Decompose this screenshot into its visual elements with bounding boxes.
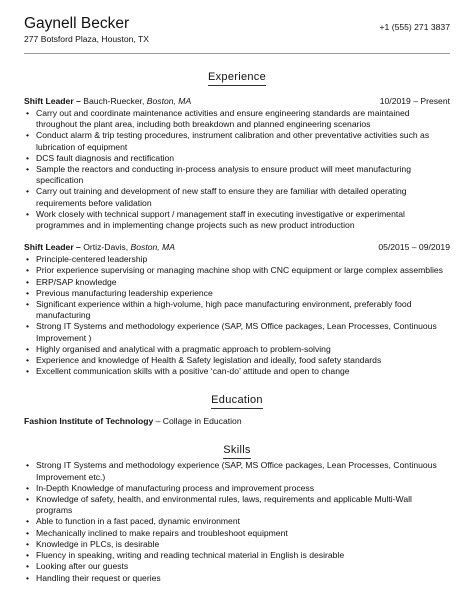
job-bullet: • ERP/SAP knowledge (36, 277, 450, 288)
skills-heading-text: Skills (223, 444, 250, 459)
job-bullet: • Work closely with technical support / management staff in executing investigative or experimental programmes and in implementing change projects such as new product introduction (36, 209, 450, 231)
skill-item: • Fluency in speaking, writing and reading technical material in English is desirable (36, 550, 450, 561)
job-bullets (24, 108, 450, 231)
job-title-line (24, 241, 175, 253)
experience-heading (24, 67, 450, 86)
job-bullet: • Carry out and coordinate maintenance activities and ensure engineering standards are maintained throughout the plant area, including both breakdown and planned engineering scenarios (36, 108, 450, 130)
education-detail: – Collage in Education (153, 416, 242, 427)
job-bullet: • Strong IT Systems and methodology experience (SAP, MS Office packages, Lean Processes, Continuous Improvement ) (36, 321, 450, 343)
job-bullet: • Conduct alarm & trip testing procedures, instrument calibration and other preventative activities such as lubrication of equipment (36, 130, 450, 152)
skill-item: • Knowledge of safety, health, and environmental rules, laws, requirements and applicable Multi-Wall programs (36, 494, 450, 516)
job-bullet: • Excellent communication skills with a positive ‘can-do’ attitude and open to change (36, 366, 450, 377)
job-bullet: • Highly organised and analytical with a pragmatic approach to problem-solving (36, 344, 450, 355)
job-entry (24, 95, 450, 231)
skill-item: • Knowledge in PLCs, is desirable (36, 539, 450, 550)
skill-item: • In-Depth Knowledge of manufacturing process and improvement process (36, 483, 450, 494)
candidate-name: Gaynell Becker (24, 15, 130, 32)
name-block (24, 14, 149, 45)
job-bullet: • Sample the reactors and conducting in-process analysis to ensure product will meet manufacturing specification (36, 164, 450, 186)
candidate-phone: +1 (555) 271 3837 (379, 22, 450, 32)
resume-header (24, 14, 450, 45)
experience-heading-text: Experience (208, 71, 266, 86)
education-heading (24, 390, 450, 409)
skills-heading (24, 440, 450, 459)
job-dates: 10/2019 – Present (379, 96, 450, 106)
job-bullet: • Experience and knowledge of Health & Safety legislation and ideally, food safety standards (36, 355, 450, 366)
candidate-address: 277 Botsford Plaza, Houston, TX (24, 34, 149, 44)
job-bullet: • Significant experience within a high-volume, high pace manufacturing environment, preferably food manufacturing (36, 299, 450, 321)
education-school: Fashion Institute of Technology (24, 416, 154, 427)
job-bullet: • Principle-centered leadership (36, 254, 450, 265)
job-title-line (24, 95, 191, 107)
job-title: Shift Leader – (24, 242, 81, 253)
skill-item: • Looking after our guests (36, 561, 450, 572)
job-bullet: • Prior experience supervising or managing machine shop with CNC equipment or large complex assemblies (36, 265, 450, 276)
skill-item: • Strong IT Systems and methodology experience (SAP, MS Office packages, Lean Processes, Continuous Improvement etc.) (36, 460, 450, 482)
job-bullets (24, 254, 450, 377)
skills-list (24, 460, 450, 583)
job-location: Boston, MA (130, 242, 175, 253)
education-heading-text: Education (211, 394, 263, 409)
header-divider (24, 53, 450, 54)
job-location: Boston, MA (146, 96, 192, 106)
job-header (24, 95, 450, 107)
job-company: Bauch-Ruecker, (83, 96, 145, 106)
skill-item: • Able to function in a fast paced, dynamic environment (36, 516, 450, 527)
job-company: Ortiz-Davis, (83, 242, 129, 253)
job-bullet: • DCS fault diagnosis and rectification (36, 153, 450, 164)
job-bullet: • Carry out training and development of new staff to ensure they are familiar with detailed operating requirements before validation (36, 186, 450, 208)
job-entry (24, 241, 450, 377)
skill-item: • Mechanically inclined to make repairs and troubleshoot equipment (36, 528, 450, 539)
education-entry (24, 415, 450, 427)
job-header (24, 241, 450, 253)
job-title: Shift Leader – (24, 96, 81, 106)
job-bullet: • Previous manufacturing leadership experience (36, 288, 450, 299)
skill-item: • Handling their request or queries (36, 573, 450, 584)
job-dates: 05/2015 – 09/2019 (378, 242, 450, 253)
